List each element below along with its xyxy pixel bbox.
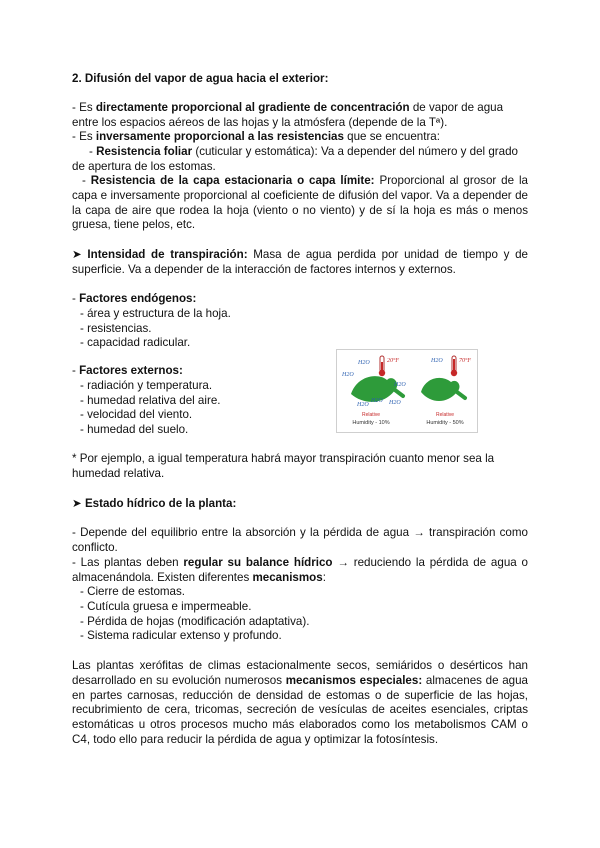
text-run: -: [89, 145, 97, 158]
text-run: - Es: [72, 101, 96, 114]
list-item: - área y estructura de la hoja.: [80, 306, 231, 320]
text-run: -: [82, 174, 91, 187]
list-item: - velocidad del viento.: [80, 408, 193, 422]
text-run: almacenes de agua en partes carnosas, reducción de densidad de estomas o de superficie de las hojas, recubrimiento de cera, tricomas, secreción de vesículas de aceites esenciales, criptas estomáticas u otros procesos mucho más elaborados como los metabolismos CAM o C4, todo ello para reducir la pérdida de agua y optimizar la fotosíntesis.: [72, 673, 529, 746]
thermometer-level: [453, 359, 455, 372]
water-state-p2: [72, 556, 528, 586]
example-note: * Por ejemplo, a igual temperatura habrá mayor transpiración cuanto menor sea la humedad relativa.: [72, 452, 495, 480]
arrow-bullet-icon: ➤: [72, 497, 85, 510]
humidity-figure: [336, 349, 478, 433]
text-run: - Las plantas deben: [72, 556, 184, 569]
left-caption-line2: Humidity - 10%: [352, 420, 390, 426]
text-run: - Es: [72, 130, 96, 143]
intensity-paragraph: [72, 248, 528, 278]
h2o-label: H2O: [371, 398, 383, 404]
thermometer-level: [381, 362, 383, 372]
resistance-boundary-layer: [72, 174, 528, 233]
h2o-label: H2O: [394, 382, 406, 388]
section-title-text: 2. Difusión del vapor de agua hacia el exterior:: [72, 72, 329, 85]
text-run: de vapor de agua entre los espacios aéreos de las hojas y la atmósfera (depende de la Tª).: [72, 101, 504, 129]
bold-run: mecanismos: [252, 570, 323, 584]
text-run: Masa de agua perdida por unidad de tiempo y de superficie. Va a depender de la interacción de factores internos y externos.: [72, 248, 528, 276]
list-item: - Cutícula gruesa e impermeable.: [80, 599, 252, 613]
text-run: :: [322, 570, 326, 584]
external-title: - Factores externos:: [72, 364, 183, 377]
bold-run: regular su balance hídrico: [183, 556, 333, 569]
list-item: - radiación y temperatura.: [80, 378, 213, 392]
bold-run: inversamente proporcional a las resistencias: [95, 130, 344, 143]
h2o-label: H2O: [357, 402, 369, 408]
bold-run: Intensidad de transpiración:: [87, 248, 248, 261]
list-item: - Pérdida de hojas (modificación adaptativa).: [80, 614, 310, 628]
bold-run: Estado hídrico de la planta:: [84, 497, 237, 510]
list-item: - resistencias.: [80, 321, 152, 335]
right-caption-line1: Relative: [435, 412, 455, 418]
right-temperature: 70°F: [459, 358, 472, 364]
text-run: → reduciendo la pérdida de agua o almacenándola. Existen diferentes: [72, 556, 528, 584]
right-caption-line2: Humidity - 50%: [426, 420, 464, 426]
endogenous-title: - Factores endógenos:: [72, 292, 197, 305]
list-item: - humedad del suelo.: [80, 423, 189, 437]
h2o-label: H2O: [431, 358, 443, 364]
endogenous-factors: [72, 292, 528, 351]
bold-run: Resistencia de la capa estacionaria o capa límite:: [90, 174, 375, 187]
list-item: - Sistema radicular extenso y profundo.: [80, 629, 282, 643]
water-state-title: [72, 497, 528, 512]
h2o-label: H2O: [389, 400, 401, 406]
water-state-p1: - Depende del equilibrio entre la absorción y la pérdida de agua → transpiración como conflicto.: [72, 526, 528, 554]
list-item: - humedad relativa del aire.: [80, 393, 221, 407]
text-run: Las plantas xerófitas de climas estacionalmente secos, semiáridos o desérticos han desarrollado en su evolución numerosos: [72, 659, 528, 687]
bold-run: mecanismos especiales:: [285, 673, 423, 687]
h2o-label: H2O: [342, 372, 354, 378]
list-item: - capacidad radicular.: [80, 336, 191, 350]
left-temperature: 20°F: [387, 358, 400, 364]
text-run: Proporcional al grosor de la capa e inversamente proporcional al coeficiente de difusión del vapor. Va a depender de la capa de aire que rodea la hoja (viento o no viento) y de sí la hoja es más o menos gruesa, tiene pelos, etc.: [72, 174, 528, 232]
paragraph-resistances: [72, 130, 528, 145]
text-run: que se encuentra:: [343, 130, 440, 143]
left-caption-line1: Relative: [361, 412, 381, 418]
section-title: [72, 72, 528, 87]
mechanisms-list: [72, 585, 528, 644]
text-run: (cuticular y estomática): Va a depender del número y del grado de apertura de los estomas.: [72, 145, 518, 173]
bold-run: Resistencia foliar: [96, 145, 193, 158]
bold-run: directamente proporcional al gradiente de concentración: [95, 101, 410, 114]
paragraph-gradient: [72, 101, 528, 131]
humidity-illustration: [337, 350, 477, 432]
resistance-foliar: [72, 145, 528, 175]
arrow-bullet-icon: ➤: [72, 248, 88, 261]
h2o-label: H2O: [358, 360, 370, 366]
external-factors: [72, 364, 322, 438]
list-item: - Cierre de estomas.: [80, 585, 186, 598]
xerophytes-paragraph: [72, 659, 528, 748]
